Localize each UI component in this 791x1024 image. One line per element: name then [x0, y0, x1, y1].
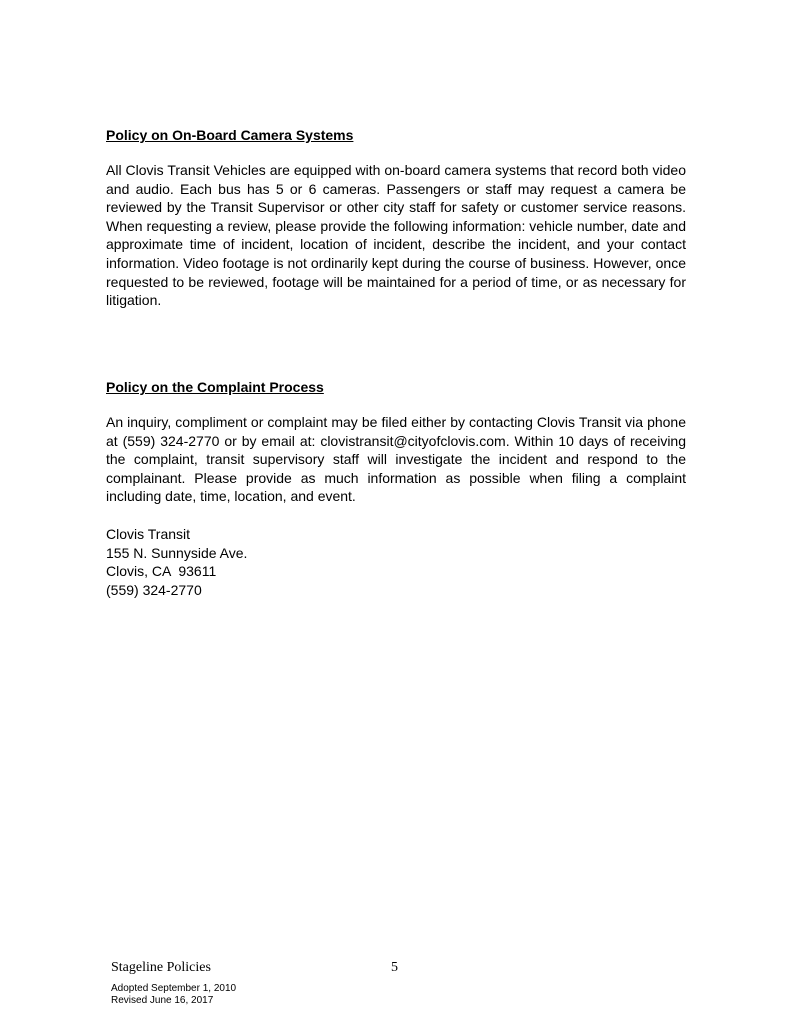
camera-policy-heading: Policy on On-Board Camera Systems [106, 127, 354, 143]
complaint-policy-heading: Policy on the Complaint Process [106, 379, 324, 395]
address-city: Clovis, CA 93611 [106, 563, 217, 580]
footer-adopted-date: Adopted September 1, 2010 [111, 983, 237, 994]
address-phone: (559) 324-2770 [106, 581, 202, 598]
footer-title: Stageline Policies [111, 960, 211, 975]
page-number: 5 [391, 960, 398, 975]
address-block [106, 525, 686, 599]
address-name: Clovis Transit [106, 526, 191, 542]
camera-policy-section [106, 126, 686, 310]
complaint-policy-section [106, 378, 686, 506]
camera-policy-body: All Clovis Transit Vehicles are equipped with on-board camera systems that record both video and audio. Each bus has 5 or 6 cameras. Passengers or staff may request a camera be reviewed by the Transit Supervisor or other city staff for safety or customer service reasons. When requesting a review, please provide the following information: vehicle number, date and approximate time of incident, location of incident, describe the incident, and your contact information. Video footage is not ordinarily kept during the course of business. However, once requested to be reviewed, footage will be maintained for a period of time, or as necessary for litigation. [106, 162, 686, 309]
address-street: 155 N. Sunnyside Ave. [106, 544, 248, 561]
footer-revised-date: Revised June 16, 2017 [111, 995, 214, 1006]
complaint-policy-body: An inquiry, compliment or complaint may be filed either by contacting Clovis Transit via phone at (559) 324-2770 or by email at: clovistransit@cityofclovis.com. Within 10 days of receiving the complaint, transit supervisory staff will investigate the incident and respond to the complainant. Please provide as much information as possible when filing a complaint including date, time, location, and event. [106, 414, 686, 505]
